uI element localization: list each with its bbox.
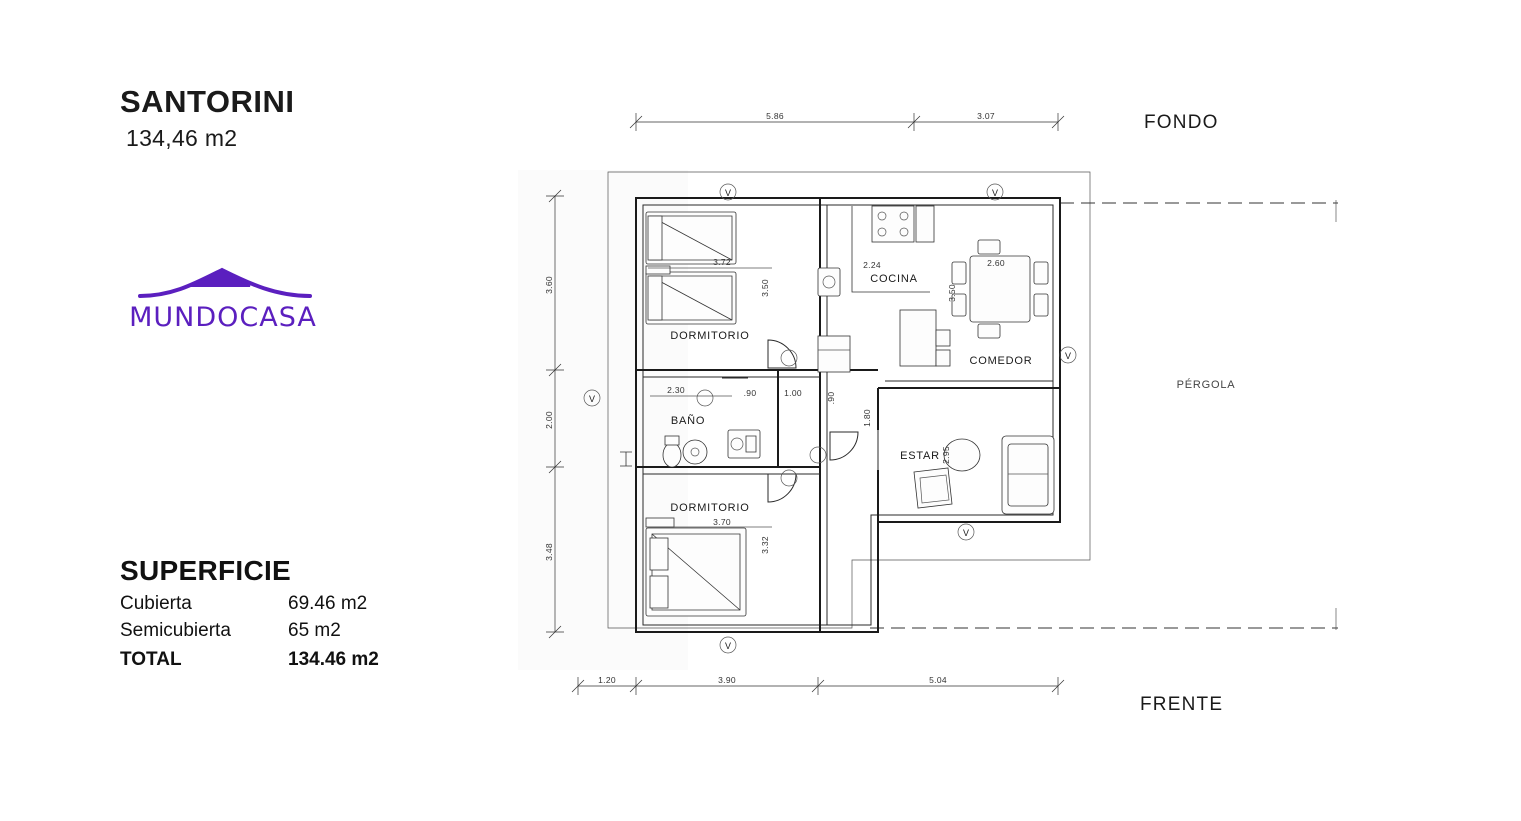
svg-text:V: V xyxy=(991,188,999,198)
surface-heading: SUPERFICIE xyxy=(120,555,292,586)
furniture-dining xyxy=(900,240,1048,366)
dim-left-1: 3.60 xyxy=(544,276,554,294)
room-label-dormitorio-1: DORMITORIO xyxy=(670,330,750,342)
dim-int-4: 3.50 xyxy=(947,284,957,302)
surface-value: 65 m2 xyxy=(288,620,341,641)
dim-int-12: 3.32 xyxy=(760,536,770,554)
dim-top-2: 3.07 xyxy=(977,111,995,121)
dim-int-9: .90 xyxy=(826,391,836,405)
room-label-pergola: PÉRGOLA xyxy=(1176,379,1236,391)
dimension-chain-top xyxy=(630,111,1064,131)
room-label-comedor: COMEDOR xyxy=(969,355,1033,367)
dim-bottom-2: 3.90 xyxy=(718,675,736,685)
pergola-area xyxy=(870,200,1338,630)
surface-row-total xyxy=(120,649,460,671)
room-label-cocina: COCINA xyxy=(870,273,918,285)
dimension-chain-bottom xyxy=(572,675,1064,695)
furniture-living xyxy=(914,436,1054,514)
dim-int-8: 1.00 xyxy=(784,388,802,398)
dim-int-2: 3.50 xyxy=(760,279,770,297)
orientation-label-back: FONDO xyxy=(1144,112,1219,133)
dim-int-10: 1.80 xyxy=(862,409,872,427)
surface-summary xyxy=(120,555,460,671)
surface-label: TOTAL xyxy=(120,649,182,670)
room-label-dormitorio-2: DORMITORIO xyxy=(670,502,750,514)
info-panel xyxy=(0,0,520,821)
brand-logo xyxy=(128,262,328,342)
doors xyxy=(697,340,878,502)
page-title: SANTORINI xyxy=(120,84,295,119)
title-block xyxy=(120,85,294,152)
roof-icon xyxy=(136,262,314,304)
svg-text:V: V xyxy=(1064,351,1072,361)
dim-int-13: 2.95 xyxy=(941,446,951,464)
dim-int-3: 2.24 xyxy=(863,260,881,270)
dim-bottom-1: 1.20 xyxy=(598,675,616,685)
surface-value: 134.46 m2 xyxy=(288,649,379,670)
dim-left-3: 3.48 xyxy=(544,543,554,561)
surface-value: 69.46 m2 xyxy=(288,593,368,614)
surface-label: Semicubierta xyxy=(120,620,231,641)
brand-name: MUNDOCASA xyxy=(129,302,317,333)
plan-total-area: 134,46 m2 xyxy=(126,125,238,152)
dim-int-5: 2.60 xyxy=(987,258,1005,268)
room-label-bano: BAÑO xyxy=(670,415,706,427)
dim-left-2: 2.00 xyxy=(544,411,554,429)
svg-text:V: V xyxy=(962,528,970,538)
dim-int-6: 2.30 xyxy=(667,385,685,395)
svg-text:V: V xyxy=(724,188,732,198)
floor-plan-svg xyxy=(500,0,1521,821)
furniture-bedroom-2 xyxy=(646,518,746,616)
surface-row-cubierta xyxy=(120,593,460,615)
floor-plan xyxy=(500,0,1521,821)
orientation-label-front: FRENTE xyxy=(1140,694,1224,715)
dim-top-1: 5.86 xyxy=(766,111,784,121)
dim-int-11: 3.70 xyxy=(713,517,731,527)
dim-int-1: 3.72 xyxy=(713,257,731,267)
surface-row-semicubierta xyxy=(120,620,460,642)
room-label-estar: ESTAR xyxy=(900,450,940,462)
svg-text:V: V xyxy=(724,641,732,651)
dim-bottom-3: 5.04 xyxy=(929,675,947,685)
surface-label: Cubierta xyxy=(120,593,192,614)
dim-int-7: .90 xyxy=(743,388,757,398)
svg-text:V: V xyxy=(588,394,596,404)
